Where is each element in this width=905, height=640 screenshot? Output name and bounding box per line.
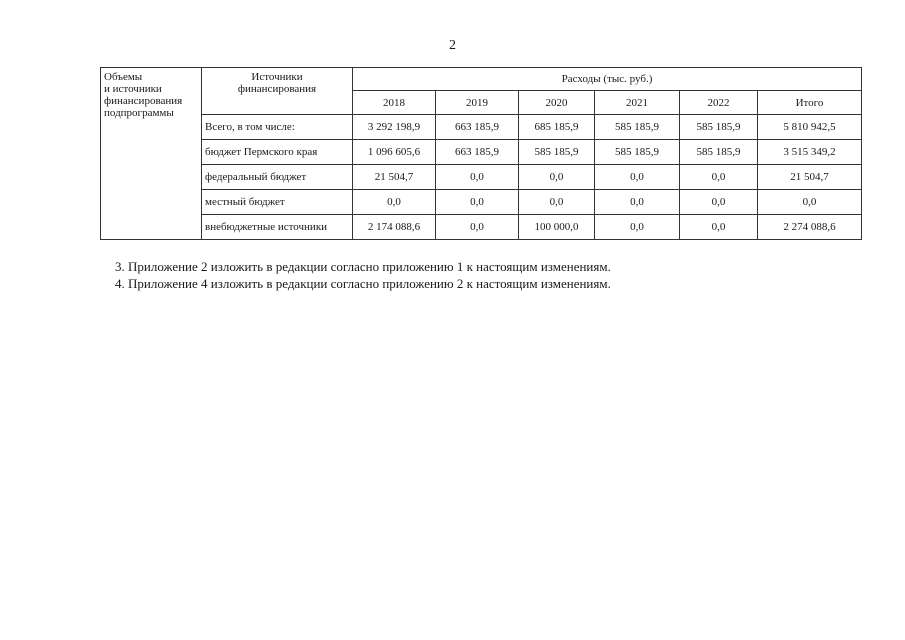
- table-row: [101, 165, 862, 190]
- value-cell: 585 185,9: [519, 140, 595, 165]
- value-cell: 0,0: [436, 190, 519, 215]
- source-cell: внебюджетные источники: [202, 215, 353, 240]
- table-row: [101, 215, 862, 240]
- table-header-row: [101, 68, 862, 91]
- value-cell: 0,0: [595, 165, 680, 190]
- source-cell: Всего, в том числе:: [202, 115, 353, 140]
- value-cell: 0,0: [680, 215, 758, 240]
- value-cell: 3 292 198,9: [353, 115, 436, 140]
- value-cell: 685 185,9: [519, 115, 595, 140]
- year-header: 2019: [436, 91, 519, 115]
- subprogram-funding-label: [101, 68, 202, 240]
- value-cell: 2 174 088,6: [353, 215, 436, 240]
- funding-table: [100, 67, 862, 240]
- table-row: [101, 140, 862, 165]
- subprogram-funding-label-text: Объемы и источники финансирования подпрограммы: [104, 71, 183, 119]
- value-cell: 585 185,9: [680, 115, 758, 140]
- value-cell: 585 185,9: [680, 140, 758, 165]
- source-cell: местный бюджет: [202, 190, 353, 215]
- value-cell: 585 185,9: [595, 140, 680, 165]
- value-cell: 0,0: [519, 165, 595, 190]
- value-cell: 0,0: [436, 165, 519, 190]
- value-cell: 663 185,9: [436, 140, 519, 165]
- amendment-instructions: [115, 258, 611, 292]
- total-cell: 3 515 349,2: [758, 140, 862, 165]
- total-cell: 21 504,7: [758, 165, 862, 190]
- value-cell: 0,0: [680, 165, 758, 190]
- value-cell: 100 000,0: [519, 215, 595, 240]
- year-header: 2021: [595, 91, 680, 115]
- total-header: Итого: [758, 91, 862, 115]
- year-header: 2020: [519, 91, 595, 115]
- instruction-paragraph: 4. Приложение 4 изложить в редакции согласно приложению 2 к настоящим изменениям.: [115, 276, 611, 291]
- year-header: 2018: [353, 91, 436, 115]
- value-cell: 0,0: [680, 190, 758, 215]
- expenses-header: Расходы (тыс. руб.): [353, 68, 862, 91]
- source-cell: федеральный бюджет: [202, 165, 353, 190]
- table-row: [101, 190, 862, 215]
- page-number: 2: [449, 38, 456, 53]
- value-cell: 0,0: [595, 215, 680, 240]
- total-cell: 5 810 942,5: [758, 115, 862, 140]
- value-cell: 0,0: [353, 190, 436, 215]
- value-cell: 1 096 605,6: [353, 140, 436, 165]
- value-cell: 663 185,9: [436, 115, 519, 140]
- year-header: 2022: [680, 91, 758, 115]
- total-cell: 0,0: [758, 190, 862, 215]
- value-cell: 0,0: [436, 215, 519, 240]
- instruction-paragraph: 3. Приложение 2 изложить в редакции согласно приложению 1 к настоящим изменениям.: [115, 259, 611, 274]
- value-cell: 21 504,7: [353, 165, 436, 190]
- sources-header-text: Источники финансирования: [237, 71, 317, 95]
- total-cell: 2 274 088,6: [758, 215, 862, 240]
- value-cell: 0,0: [519, 190, 595, 215]
- value-cell: 585 185,9: [595, 115, 680, 140]
- sources-header: [202, 68, 353, 115]
- value-cell: 0,0: [595, 190, 680, 215]
- source-cell: бюджет Пермского края: [202, 140, 353, 165]
- table-row: [101, 115, 862, 140]
